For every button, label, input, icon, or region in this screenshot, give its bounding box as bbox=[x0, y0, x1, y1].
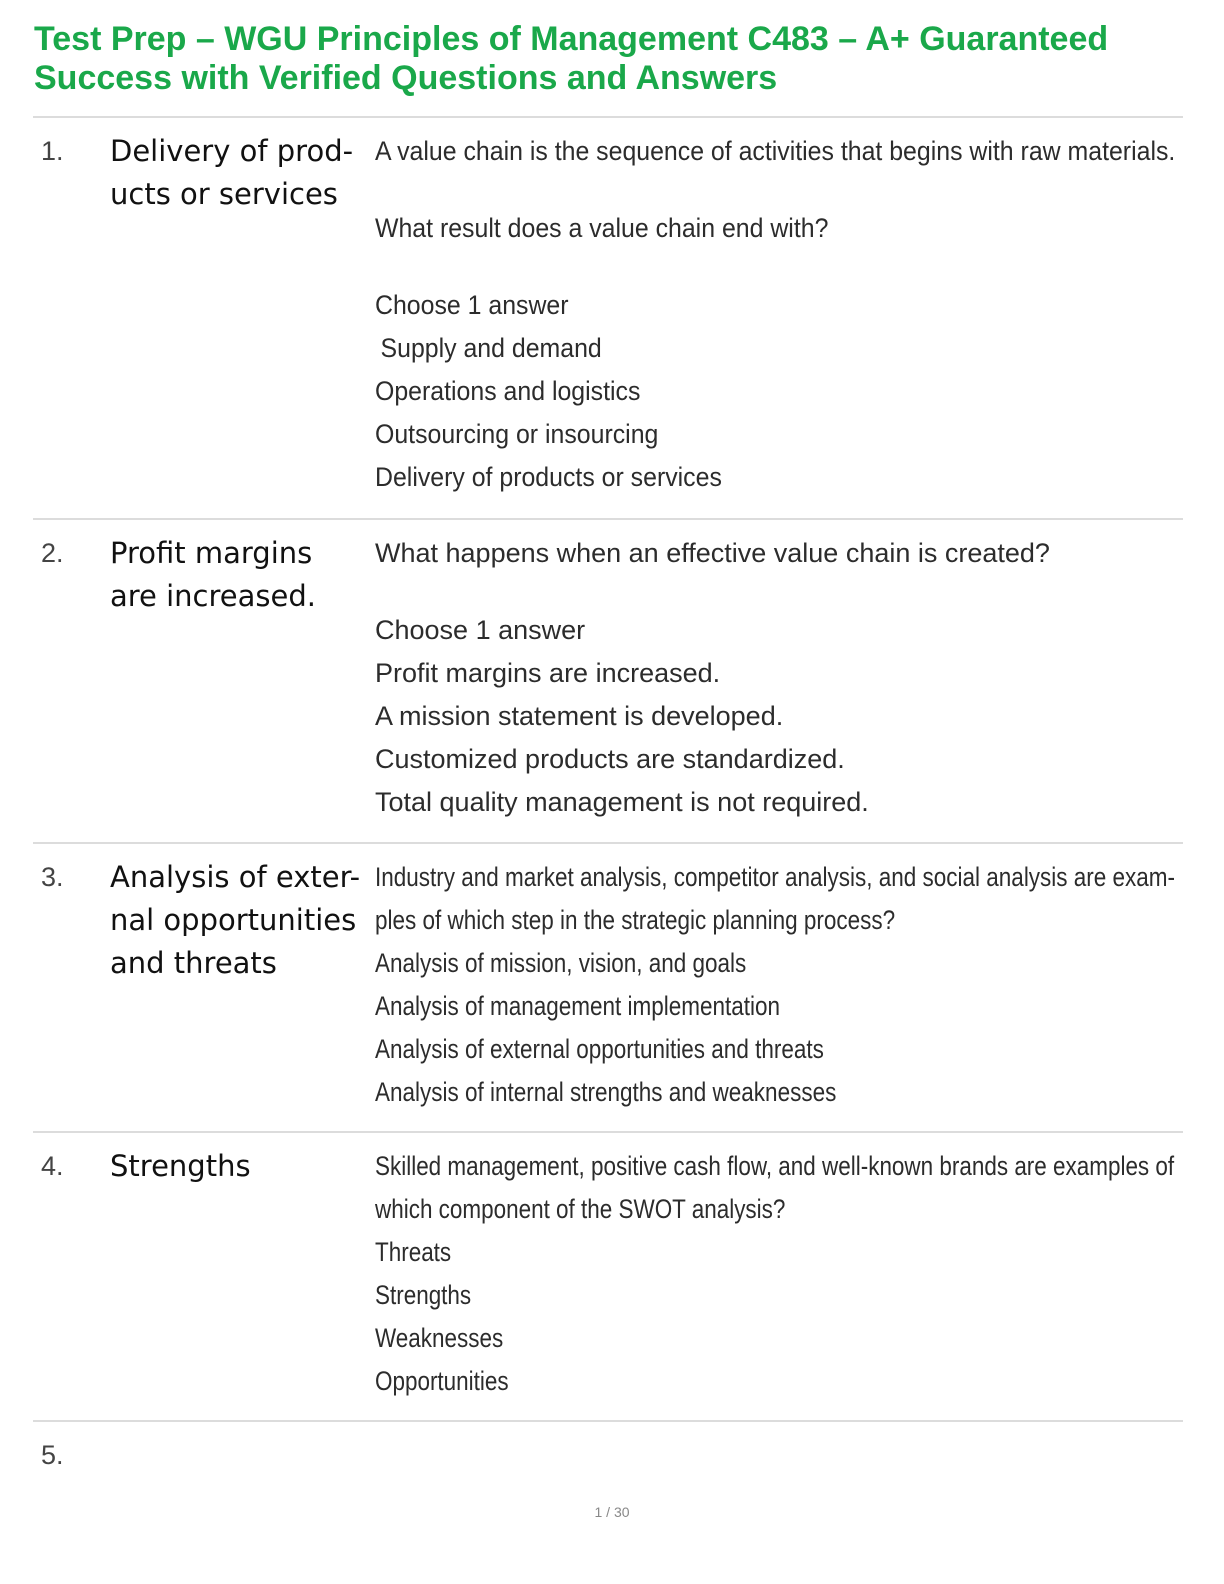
card-term: Profit margins are increased. bbox=[110, 536, 316, 613]
answer-option: Weaknesses bbox=[375, 1323, 504, 1353]
card-term: Analysis of exter- nal opportunities and threats bbox=[110, 860, 361, 980]
divider bbox=[33, 1131, 1183, 1133]
flashcard-5 bbox=[33, 1434, 1183, 1484]
answer-option: A mission statement is developed. bbox=[375, 701, 784, 731]
question-line: What happens when an effective value chain is created? bbox=[375, 538, 1050, 568]
card-definition bbox=[375, 532, 1175, 824]
question-line: which component of the SWOT analysis? bbox=[375, 1194, 786, 1224]
answer-option: Analysis of management implementation bbox=[375, 991, 781, 1021]
card-number: 1. bbox=[41, 136, 64, 166]
divider bbox=[33, 1420, 1183, 1422]
document-title: Test Prep – WGU Principles of Management C483 – A+ Guaranteed Success with Verified Questions and Answers bbox=[34, 20, 1109, 97]
question-line: What result does a value chain end with? bbox=[375, 213, 829, 243]
answer-option: Strengths bbox=[375, 1280, 472, 1310]
answer-option: Opportunities bbox=[375, 1366, 509, 1396]
answer-prompt: Choose 1 answer bbox=[375, 615, 586, 645]
answer-option: Analysis of external opportunities and threats bbox=[375, 1034, 824, 1064]
answer-option: Operations and logistics bbox=[375, 376, 641, 406]
flashcard-4 bbox=[33, 1145, 1183, 1415]
card-number: 3. bbox=[41, 862, 64, 892]
flashcard-2 bbox=[33, 532, 1183, 832]
flashcard-3 bbox=[33, 856, 1183, 1126]
answer-option: Threats bbox=[375, 1237, 452, 1267]
question-line: Industry and market analysis, competitor analysis, and social analysis are exam- bbox=[375, 862, 1176, 892]
answer-option: Profit margins are increased. bbox=[375, 658, 721, 688]
card-definition bbox=[375, 856, 1176, 1114]
divider bbox=[33, 842, 1183, 844]
answer-option: Customized products are standardized. bbox=[375, 744, 845, 774]
question-line: Skilled management, positive cash flow, and well-known brands are examples of bbox=[375, 1151, 1175, 1181]
divider bbox=[33, 116, 1183, 118]
question-line: ples of which step in the strategic planning process? bbox=[375, 905, 896, 935]
answer-option: Outsourcing or insourcing bbox=[375, 419, 659, 449]
card-term: Strengths bbox=[110, 1149, 251, 1183]
answer-prompt: Choose 1 answer bbox=[375, 290, 569, 320]
card-term: Delivery of prod- ucts or services bbox=[110, 134, 354, 211]
divider bbox=[33, 518, 1183, 520]
page-indicator: 1 / 30 bbox=[594, 1504, 630, 1520]
answer-option: Supply and demand bbox=[380, 333, 602, 363]
card-number: 4. bbox=[41, 1151, 64, 1181]
card-definition bbox=[375, 130, 1176, 499]
answer-option: Total quality management is not required. bbox=[375, 787, 869, 817]
answer-option: Analysis of internal strengths and weaknesses bbox=[375, 1077, 837, 1107]
card-number: 5. bbox=[41, 1440, 64, 1470]
flashcard-1 bbox=[33, 130, 1183, 510]
answer-option: Delivery of products or services bbox=[375, 462, 722, 492]
card-number: 2. bbox=[41, 538, 64, 568]
answer-option: Analysis of mission, vision, and goals bbox=[375, 948, 747, 978]
question-line: A value chain is the sequence of activities that begins with raw materials. bbox=[375, 136, 1176, 166]
card-definition bbox=[375, 1145, 1175, 1403]
